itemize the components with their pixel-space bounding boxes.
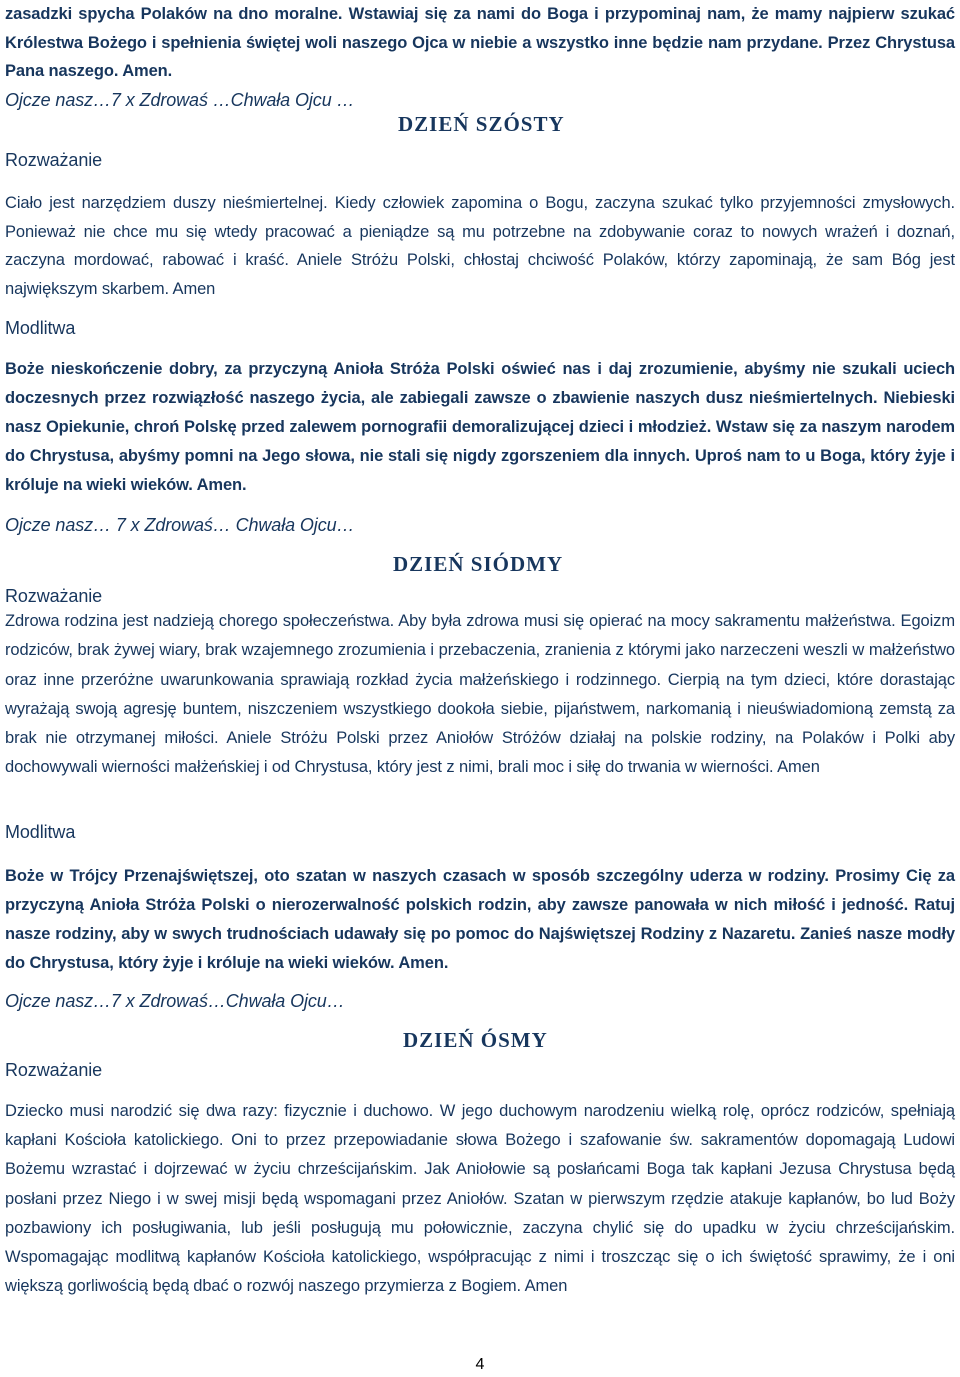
day7-prayer-label: Modlitwa — [5, 822, 76, 842]
day7-reflection-lead: Zdrowa rodzina jest nadzieją chorego społeczeństwa. — [5, 612, 395, 630]
day6-reflection-lead: Ciało jest narzędziem duszy nieśmiertelnej. — [5, 194, 328, 212]
day8-reflection-lead: Dziecko musi narodzić się dwa razy: fizycznie i duchowo. — [5, 1102, 434, 1120]
day7-reflection-body: Aby była zdrowa musi się opierać na mocy sakramentu małżeństwa. Egoizm rodziców, brak żywej wiary, brak wzajemnego zrozumienia i przebaczenia, zranienia z którymi jako narzeczeni weszli w małżeństwo oraz inne przeróżne uwarunkowania sprawiają rozkład życia małżeńskiego i rodzinnego. Cierpią na tym dzieci, które dorastając wyrażają swoją agresję buntem, niszczeniem wszystkiego dookoła siebie, pijaństwem, narkomanią i nieuświadomioną zemstą za brak nie otrzymanej miłości. — [5, 612, 955, 748]
day6-prayers: Ojcze nasz… 7 x Zdrowaś… Chwała Ojcu… — [5, 515, 355, 535]
day6-reflection-lead-rest: Kiedy człowiek zapomina o Bogu, zaczyna szukać tylko przyjemności zmysłowych. — [327, 194, 955, 212]
day8-reflection-label: Rozważanie — [5, 1060, 103, 1080]
intro-block — [5, 0, 955, 114]
intro-prayers-line: Ojcze nasz…7 x Zdrowaś …Chwała Ojcu … — [5, 89, 355, 110]
day8-heading: DZIEŃ ÓSMY — [403, 1028, 548, 1052]
day6-reflection-amen: Amen — [168, 279, 216, 298]
day6-prayer — [5, 355, 955, 500]
day7-reflection — [5, 607, 955, 783]
day8-reflection-amen: Amen — [521, 1277, 568, 1296]
day7-reflection-tail: Aniele Stróżu Polski przez Aniołów Stróżów działaj na polskie rodziny, na Polaków i Polki aby dochowywali wierności małżeńskiej i od Chrystusa, który jest z nimi, brali moc i siłę do trwania w wierności. — [5, 729, 955, 777]
day6-reflection-body: Ponieważ nie chce mu się wtedy pracować a pieniądze są mu potrzebne na zdobywanie coraz to nowych wrażeń i doznań, zaczyna mordować, rabować i kraść. — [5, 222, 955, 269]
day6-reflection — [5, 189, 955, 303]
day8-reflection — [5, 1097, 955, 1301]
day6-reflection-label: Rozważanie — [5, 150, 103, 170]
day7-heading: DZIEŃ SIÓDMY — [393, 552, 564, 576]
day7-reflection-label: Rozważanie — [5, 586, 103, 606]
page-number: 4 — [475, 1356, 485, 1373]
day6-heading: DZIEŃ SZÓSTY — [398, 112, 565, 136]
day7-prayer — [5, 862, 955, 978]
intro-prayer-paragraph: zasadzki spycha Polaków na dno moralne. Wstawiaj się za nami do Boga i przypominaj nam, że mamy najpierw szukać Królestwa Bożego i spełnienia świętej woli naszego Ojca w niebie a wszystko inne będzie nam przydane. Przez Chrystusa Pana naszego. Amen. — [5, 5, 955, 80]
day6-prayer-label: Modlitwa — [5, 318, 76, 338]
day7-prayer-text: Boże w Trójcy Przenajświętszej, oto szatan w naszych czasach w sposób szczególny uderza w rodziny. Prosimy Cię za przyczyną Anioła Stróża Polski o nierozerwalność polskich rodzin, aby zawsze panowała w nich miłość i jedność. Ratuj nasze rodziny, aby w swych trudnościach udawały się po pomoc do Najświętszej Rodziny z Nazaretu. Zanieś nasze modły do Chrystusa, który żyje i króluje na wieki wieków. Amen. — [5, 867, 955, 972]
day6-prayer-text: Boże nieskończenie dobry, za przyczyną Anioła Stróża Polski oświeć nas i daj zrozumienie, abyśmy nie szukali uciech doczesnych przez rozwiązłość naszego życia, ale zabiegali zawsze o zbawienie naszych dusz nieśmiertelnych. Niebieski nasz Opiekunie, chroń Polskę przed zalewem pornografii demoralizującej dzieci i młodzież. Wstaw się za naszym narodem do Chrystusa, abyśmy pomni na Jego słowa, nie stali się nigdy zgorszeniem dla innych. Uproś nam to u Boga, który żyje i króluje na wieki wieków. Amen. — [5, 360, 955, 494]
day6-reflection-tail: Aniele Stróżu Polski, chłostaj chciwość Polaków, którzy zapominają, że sam Bóg jest największym skarbem. — [5, 251, 955, 298]
day8-reflection-body: W jego duchowym narodzeniu wielką rolę, oprócz rodziców, spełniają kapłani Kościoła katolickiego. Oni to przez przepowiadanie słowa Bożego i szafowanie św. sakramentów dopomagają Ludowi Bożemu wzrastać i dojrzewać w życiu chrześcijańskim. Jak Aniołowie są posłańcami Boga tak kapłani Jezusa Chrystusa będą posłani przez Niego i w swej misji będą wspomagani przez Aniołów. Szatan w pierwszym rzędzie atakuje kapłanów, bo lud Boży pozbawiony ich posługiwania, lub jeśli posługują mu połowicznie, zaczyna chylić się do upadku w życiu chrześcijańskim. Wspomagając modlitwą kapłanów Kościoła katolickiego, współpracując z nimi i troszcząc się o ich świętość sprawimy, że i oni większą gorliwością będą dbać o rozwój naszego przymierza z Bogiem. — [5, 1102, 955, 1296]
day7-reflection-amen: Amen — [773, 758, 820, 777]
day7-prayers: Ojcze nasz…7 x Zdrowaś…Chwała Ojcu… — [5, 991, 345, 1011]
